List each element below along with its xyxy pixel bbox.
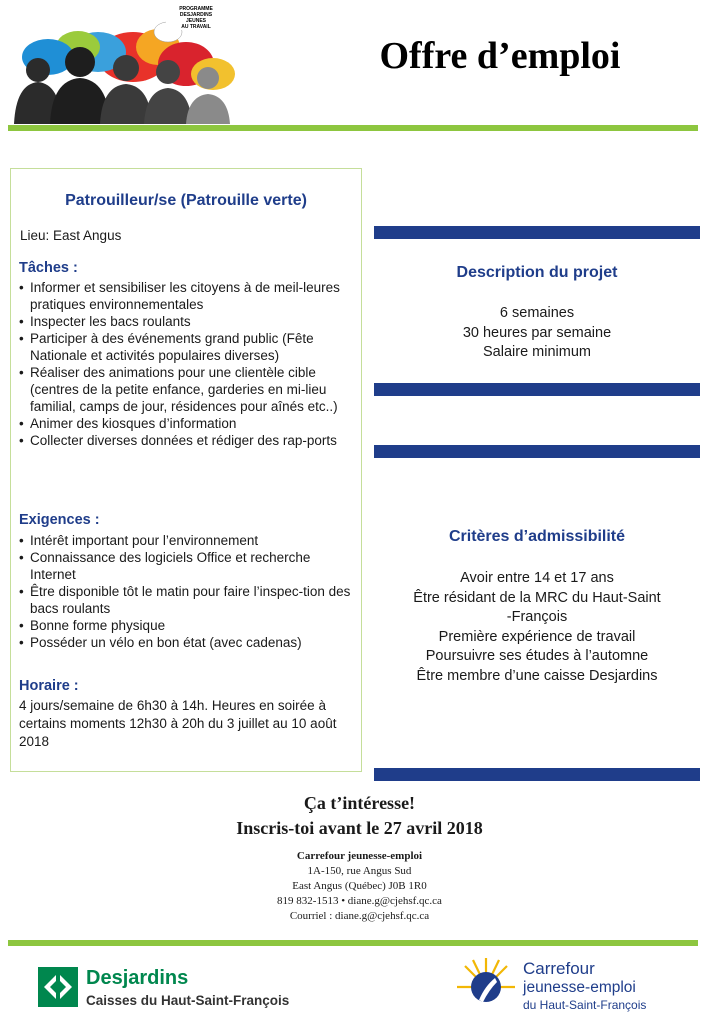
project-line: 30 heures par semaine [462,324,612,341]
contact-address: 1A-150, rue Angus Sud [307,865,412,877]
criteria-line: Être membre d’une caisse Desjardins [416,667,658,684]
svg-text:PROGRAMME: PROGRAMME [179,6,213,12]
criteria-line: -François [506,609,568,625]
list-item: • Réaliser des animations pour une clientèle cible (centres de la petite enfance, garderies en mi-lieu familial, camps de jour, résidences pour aînés etc..) [19,365,338,414]
taches-list [19,279,354,449]
bullet-icon: • [19,416,24,431]
contact-phone-email[interactable]: 819 832-1513 • diane.g@cjehsf.qc.ca [277,895,442,907]
cje-name-line3: du Haut-Saint-François [523,998,647,1012]
header-illustration [8,2,240,124]
exigences-heading: Exigences : [19,512,100,528]
bullet-icon: • [19,533,24,548]
bullet-icon: • [19,635,24,650]
criteria-heading: Critères d’admissibilité [448,528,626,545]
project-line: Salaire minimum [483,344,591,360]
list-item: • Connaissance des logiciels Office et recherche Internet [19,550,311,582]
criteria-line: Être résidant de la MRC du Haut-Saint [413,589,661,606]
bullet-icon: • [19,618,24,633]
bullet-icon: • [19,314,24,329]
contact-block [0,849,719,924]
section-bar [374,445,700,458]
job-title: Patrouilleur/se (Patrouille verte) [65,192,307,209]
section-bar [374,383,700,396]
svg-text:JEUNES: JEUNES [185,18,207,24]
project-heading: Description du projet [456,264,618,281]
taches-heading: Tâches : [19,260,78,276]
desjardins-logo-icon [38,967,78,1007]
contact-city: East Angus (Québec) J0B 1R0 [292,880,427,892]
cje-name-line1: Carrefour [523,959,595,978]
page-title: Offre d’emploi [379,35,621,77]
list-item: • Bonne forme physique [19,618,166,633]
bullet-icon: • [19,433,24,448]
horaire-heading: Horaire : [19,678,79,694]
list-item: • Posséder un vélo en bon état (avec cadenas) [19,635,302,650]
cta-deadline: Inscris-toi avant le 27 avril 2018 [236,818,483,838]
bullet-icon: • [19,584,24,599]
cta-question: Ça t’intéresse! [303,793,416,813]
criteria-line: Avoir entre 14 et 17 ans [460,570,614,586]
bullet-icon: • [19,331,24,346]
cje-name-line2: jeunesse-emploi [523,979,636,996]
section-bar [374,226,700,239]
section-bar [374,768,700,781]
bullet-icon: • [19,550,24,565]
svg-text:DESJARDINS: DESJARDINS [179,12,213,18]
exigences-list [19,532,354,651]
horaire-text: 4 jours/semaine de 6h30 à 14h. Heures en soirée à certains moments 12h30 à 20h du 3 juillet au 10 août 2018 [19,698,337,749]
list-item: • Être disponible tôt le matin pour faire l’inspec-tion des bacs roulants [19,584,351,616]
desjardins-name: Desjardins [86,967,189,989]
criteria-line: Première expérience de travail [438,628,636,645]
criteria-line: Poursuivre ses études à l’automne [425,648,649,664]
bullet-icon: • [19,365,24,380]
svg-text:AU TRAVAIL: AU TRAVAIL [181,24,211,30]
footer-divider [8,940,698,946]
cje-logo-icon [455,956,517,1018]
list-item: • Animer des kiosques d’information [19,416,237,431]
job-location: Lieu: East Angus [20,228,122,243]
bullet-icon: • [19,280,24,295]
contact-email[interactable]: Courriel : diane.g@cjehsf.qc.ca [289,910,430,922]
header-divider [8,125,698,131]
project-line: 6 semaines [499,305,575,321]
desjardins-subtitle: Caisses du Haut-Saint-François [86,993,290,1008]
contact-org: Carrefour jeunesse-emploi [296,850,423,862]
list-item: • Informer et sensibiliser les citoyens à de meil-leures pratiques environnementales [19,280,340,312]
criteria-details [374,569,700,686]
list-item: • Intérêt important pour l’environnement [19,533,259,548]
list-item: • Participer à des événements grand public (Fête Nationale et activités populaires diverses) [19,331,314,363]
list-item: • Collecter diverses données et rédiger des rap-ports [19,433,337,448]
list-item: • Inspecter les bacs roulants [19,314,191,329]
project-details [374,304,700,363]
